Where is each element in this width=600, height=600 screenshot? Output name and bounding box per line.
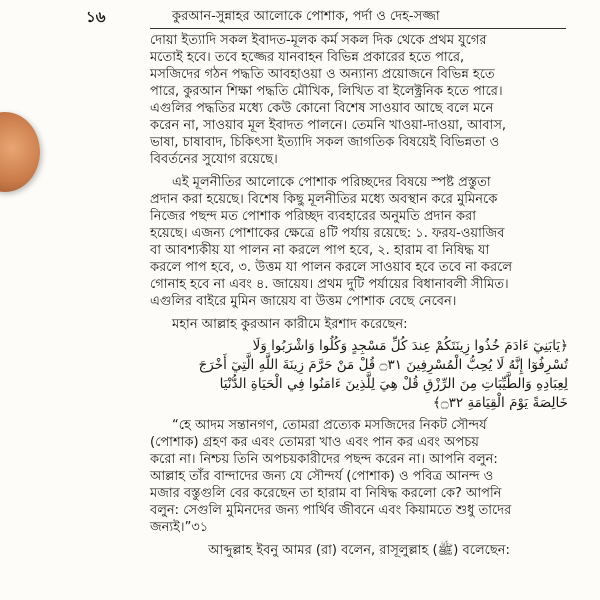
text-line: বলুন: সেগুলি মুমিনদের জন্য পার্থিব জীবনে এবং কিয়ামতে শুধু তাদের xyxy=(150,503,512,518)
arabic-line: تُسْرِفُوٓا إِنَّهُ لَا يُحِبُّ الْمُسْرِفِينَ ۝٣١ قُلْ مَنْ حَرَّمَ زِينَةَ اللَّهِ الَّتِيٓ أَخْرَجَ xyxy=(198,357,568,373)
text-line: এই মূলনীতির আলোকে পোশাক পরিচ্ছদের বিষয়ে স্পষ্ট প্রস্তুতা xyxy=(172,175,491,190)
text-line: বিবর্তনের সুযোগ রয়েছে। xyxy=(150,152,278,167)
translation xyxy=(150,417,568,536)
text-line: (পোশাক) গ্রহণ কর এবং তোমরা খাও এবং পান কর এবং অপচয় xyxy=(150,435,479,450)
text-line: মতোই হবে। তবে হজ্জের যানবাহন বিভিন্ন প্রকারের হতে পারে, xyxy=(150,50,465,65)
text-line: এগুলির বাইরে মুমিন জায়েয বা উত্তম পোশাক বেছে নেবেন। xyxy=(150,294,457,309)
text-line: করলে পাপ হবে, ৩. উত্তম যা পালন করলে সাওয়াব হবে তবে না করলে xyxy=(150,260,513,275)
header-rule xyxy=(150,28,566,29)
page-header xyxy=(86,6,572,28)
text-line: করো না। নিশ্চয় তিনি অপচয়কারীদের পছন্দ করেন না। আপনি বলুন: xyxy=(150,452,498,467)
text-line: জন্যই।”৩১ xyxy=(150,520,209,535)
text-line: মজার বস্তুগুলি বের করেছেন তা হারাম বা নিষিদ্ধ করলো কে? আপনি xyxy=(150,486,502,501)
text-line: আল্লাহ তাঁর বান্দাদের জন্য যে সৌন্দর্য (পোশাক) ও পবিত্র আনন্দ ও xyxy=(150,469,494,484)
text-line: বা আবশ্যকীয় যা পালন না করলে পাপ হবে, ২. হারাম বা নিষিদ্ধ যা xyxy=(150,243,490,258)
text-line: “হে আদম সন্তানগণ, তোমরা প্রত্যেক মসজিদের নিকট সৌন্দর্য xyxy=(172,418,487,433)
text-line: প্রদান করা হয়েছে। বিশেষ কিছু মূলনীতির মধ্যে অবস্থান করে মুমিনকে xyxy=(150,192,498,207)
text-line: হয়েছে। এজন্য পোশাকের ক্ষেত্রে ৪টি পর্যায় রয়েছে: ১. ফরয-ওয়াজিব xyxy=(150,226,505,241)
page-number: ১৬ xyxy=(86,8,106,26)
text-line: করেন না, সাওয়াব মূল ইবাদত পালনে। তেমনি খাওয়া-দাওয়া, আবাস, xyxy=(150,118,507,133)
paragraph-2 xyxy=(150,174,568,310)
paragraph-1 xyxy=(150,32,568,168)
arabic-verse xyxy=(150,337,568,413)
text-line: মসজিদের গঠন পদ্ধতি আবহাওয়া ও অন্যান্য প্রয়োজনে বিভিন্ন হতে xyxy=(150,67,495,82)
text-line: দোয়া ইত্যাদি সকল ইবাদত-মূলক কর্ম সকল দিক থেকে প্রথম যুগের xyxy=(150,33,487,48)
text-line: ভাষা, চাষাবাদ, চিকিৎসা ইত্যাদি সকল জাগতিক বিষয়েই বিভিন্নতা ও xyxy=(150,135,500,150)
text-line: এগুলির পদ্ধতির মধ্যে কেউ কোনো বিশেষ সাওয়াব আছে বলে মনে xyxy=(150,101,494,116)
thumb-finger xyxy=(0,112,40,192)
text-line: নিজের পছন্দ মত পোশাক পরিচ্ছদ ব্যবহারের অনুমতি প্রদান করা xyxy=(150,209,477,224)
text-line: গোনাহ হবে না এবং ৪. জায়েয। প্রথম দুটি পর্যায়ের বিধানাবলী সীমিত। xyxy=(150,277,509,292)
arabic-line: لِعِبَادِهِ وَالطَّيِّبَاتِ مِنَ الرِّزْقِ قُلْ هِيَ لِلَّذِينَ ءَامَنُوا فِي الْحَيَاةِ الدُّنْيَا xyxy=(219,376,568,392)
page-body xyxy=(150,32,568,559)
arabic-line: خَالِصَةً يَوْمَ الْقِيَامَةِ ۝٣٢﴾ xyxy=(432,395,568,411)
text-line: পারে, কুরআন শিক্ষা পদ্ধতি মৌখিক, লিখিত বা ইলেক্ট্রনিক হতে পারে। xyxy=(150,84,503,99)
running-title: কুরআন-সুন্নাহর আলোকে পোশাক, পর্দা ও দেহ-সজ্জা xyxy=(172,9,440,24)
closing-line: আব্দুল্লাহ ইবনু আমর (রা) বলেন, রাসূলুল্লাহ (ﷺ) বলেছেন: xyxy=(208,543,510,558)
arabic-line: ﴿يَابَنِيٓ ءَادَمَ خُذُوا زِينَتَكُمْ عِندَ كُلِّ مَسْجِدٍ وَكُلُوا وَاشْرَبُوا وَلَا xyxy=(252,338,568,354)
intro-line: মহান আল্লাহ কুরআন কারীমে ইরশাদ করেছেন: xyxy=(172,317,408,332)
